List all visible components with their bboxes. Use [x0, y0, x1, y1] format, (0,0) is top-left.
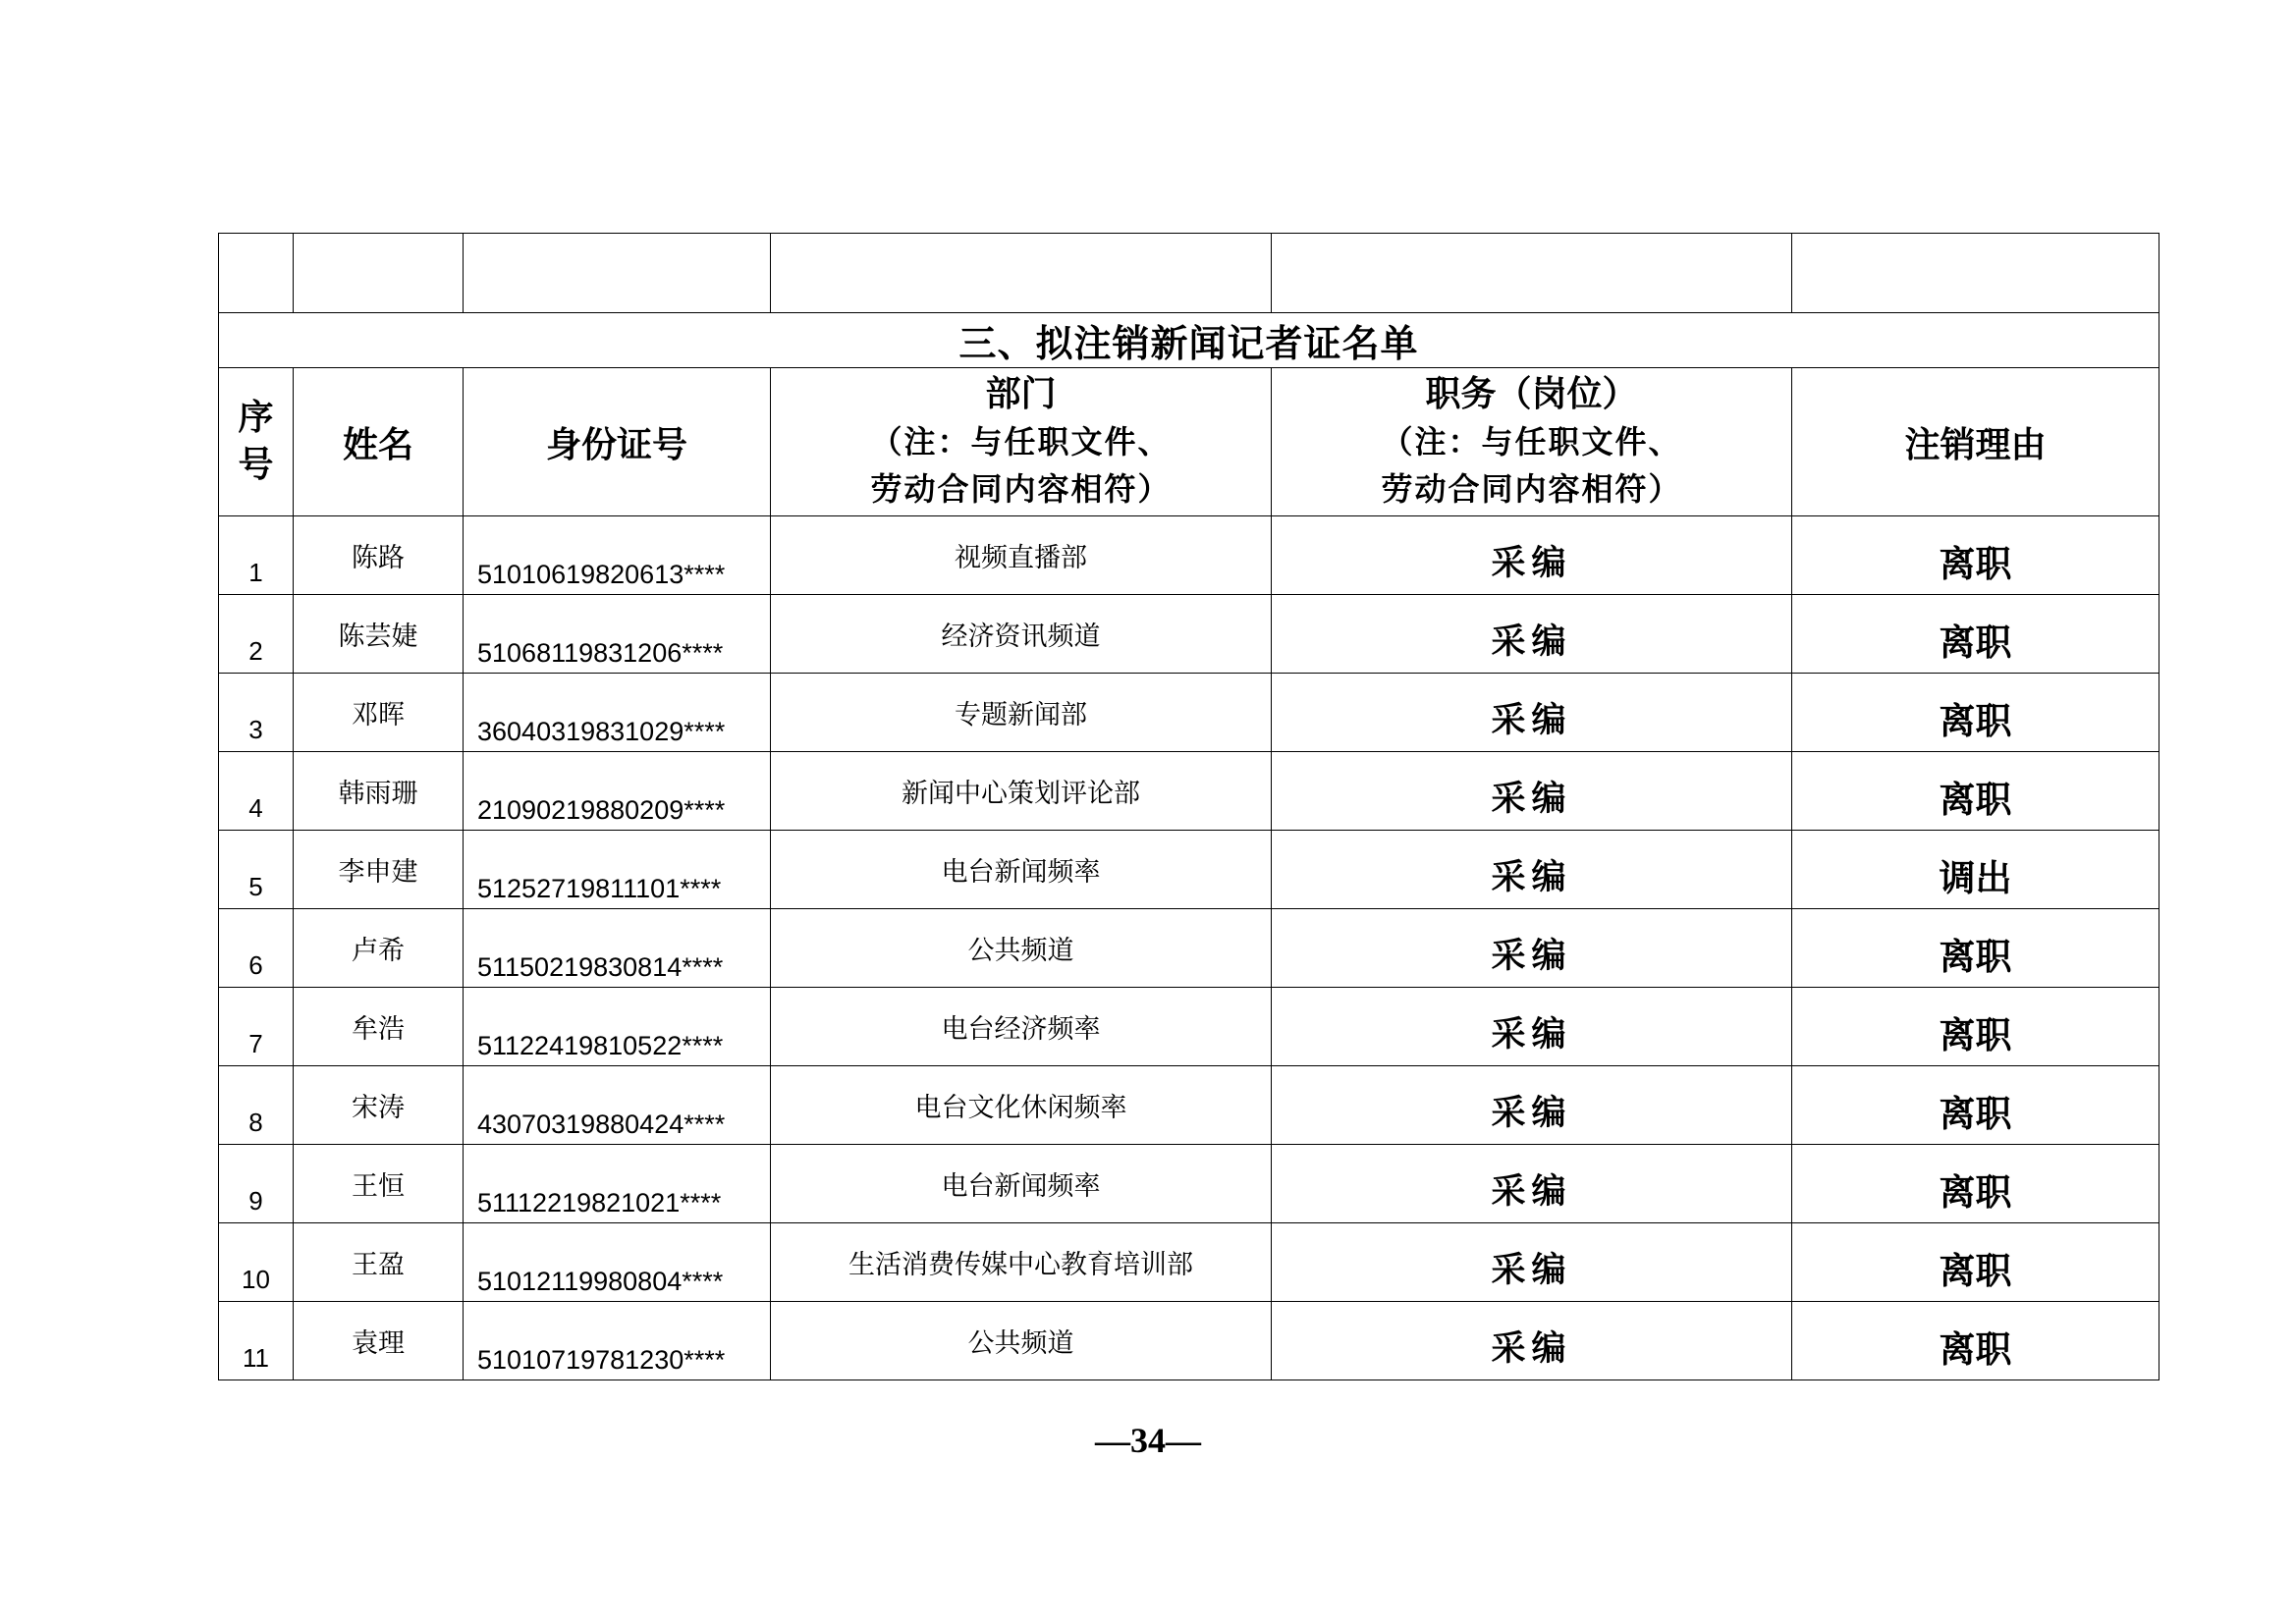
- table-row: [219, 909, 2159, 988]
- table-row: [219, 752, 2159, 831]
- id-number-cell: [464, 516, 771, 595]
- id-number-cell: [464, 595, 771, 674]
- department-cell: [771, 831, 1272, 909]
- id-number-cell: [464, 1066, 771, 1145]
- department: 视频直播部: [955, 543, 1087, 573]
- blank-carryover-row: [219, 234, 2159, 313]
- position-cell: [1272, 516, 1792, 595]
- person-name: 卢希: [352, 936, 405, 966]
- position-cell: [1272, 1223, 1792, 1302]
- id-number: 51012119980804****: [477, 1267, 724, 1296]
- revocation-reason: 离职: [1939, 1250, 2012, 1292]
- person-name-cell: [294, 988, 464, 1066]
- person-name-cell: [294, 1223, 464, 1302]
- department: 公共频道: [967, 936, 1074, 966]
- person-name-cell: [294, 1145, 464, 1223]
- position-cell: [1272, 1145, 1792, 1223]
- row-number-cell: [219, 831, 294, 909]
- department-cell: [771, 988, 1272, 1066]
- revocation-reason: 离职: [1939, 936, 2012, 978]
- header-department-label: 部门: [985, 374, 1057, 414]
- position: 采编: [1491, 700, 1572, 740]
- row-number: 11: [243, 1343, 269, 1373]
- revocation-reason-cell: [1792, 674, 2159, 752]
- row-number: 5: [248, 872, 263, 901]
- row-number: 3: [248, 715, 263, 744]
- revocation-reason-cell: [1792, 1223, 2159, 1302]
- id-number: 51112219821021****: [477, 1188, 722, 1217]
- position-cell: [1272, 1066, 1792, 1145]
- header-department-note-2: 劳动合同内容相符）: [870, 470, 1172, 508]
- table-row: [219, 831, 2159, 909]
- position: 采编: [1491, 936, 1572, 976]
- page-number: —34—: [1095, 1421, 1201, 1460]
- department: 电台新闻频率: [941, 1171, 1101, 1202]
- position-cell: [1272, 909, 1792, 988]
- person-name-cell: [294, 831, 464, 909]
- revocation-reason-cell: [1792, 1066, 2159, 1145]
- row-number: 1: [248, 558, 263, 587]
- person-name: 王恒: [352, 1171, 405, 1202]
- row-number-cell: [219, 674, 294, 752]
- department: 电台新闻频率: [941, 857, 1101, 888]
- person-name: 宋涛: [352, 1093, 405, 1123]
- department: 生活消费传媒中心教育培训部: [848, 1250, 1193, 1280]
- header-position-label: 职务（岗位）: [1425, 374, 1638, 414]
- header-no-label: 序号: [238, 398, 274, 485]
- revocation-reason: 离职: [1939, 1328, 2012, 1371]
- person-name-cell: [294, 909, 464, 988]
- department: 新闻中心策划评论部: [902, 779, 1140, 809]
- person-name: 陈路: [352, 543, 405, 573]
- id-number-cell: [464, 831, 771, 909]
- id-number: 51252719811101****: [477, 874, 722, 903]
- department-cell: [771, 909, 1272, 988]
- person-name: 李申建: [338, 857, 418, 888]
- person-name-cell: [294, 674, 464, 752]
- position: 采编: [1491, 1014, 1572, 1055]
- row-number-cell: [219, 1223, 294, 1302]
- header-department: [771, 368, 1272, 516]
- position: 采编: [1491, 622, 1572, 662]
- id-number: 21090219880209****: [477, 795, 726, 825]
- revocation-table: [218, 233, 2159, 1380]
- department-cell: [771, 1302, 1272, 1380]
- revocation-reason: 离职: [1939, 1171, 2012, 1214]
- header-row: [219, 368, 2159, 516]
- row-number: 2: [248, 636, 263, 666]
- row-number: 4: [248, 793, 263, 823]
- person-name: 陈芸婕: [338, 622, 418, 652]
- person-name: 邓晖: [352, 700, 405, 730]
- department: 电台文化休闲频率: [914, 1093, 1127, 1123]
- id-number: 51150219830814****: [477, 952, 724, 982]
- person-name: 牟浩: [352, 1014, 405, 1045]
- header-name: 姓名: [294, 368, 464, 516]
- id-number: 43070319880424****: [477, 1109, 726, 1139]
- blank-cell: [1792, 234, 2159, 313]
- person-name-cell: [294, 1302, 464, 1380]
- revocation-reason: 调出: [1939, 857, 2012, 899]
- person-name: 韩雨珊: [338, 779, 418, 809]
- table-row: [219, 1223, 2159, 1302]
- revocation-reason-cell: [1792, 752, 2159, 831]
- position: 采编: [1491, 1171, 1572, 1212]
- id-number: 51010719781230****: [477, 1345, 726, 1375]
- department: 经济资讯频道: [941, 622, 1101, 652]
- person-name: 袁理: [352, 1328, 405, 1359]
- department-cell: [771, 1223, 1272, 1302]
- row-number-cell: [219, 516, 294, 595]
- department-cell: [771, 1145, 1272, 1223]
- position: 采编: [1491, 779, 1572, 819]
- header-no: [219, 368, 294, 516]
- section-title-row: [219, 313, 2159, 368]
- position-cell: [1272, 674, 1792, 752]
- person-name-cell: [294, 752, 464, 831]
- department-cell: [771, 516, 1272, 595]
- position: 采编: [1491, 1328, 1572, 1369]
- blank-cell: [219, 234, 294, 313]
- row-number: 8: [248, 1108, 263, 1137]
- blank-cell: [294, 234, 464, 313]
- row-number-cell: [219, 1302, 294, 1380]
- revocation-reason-cell: [1792, 1302, 2159, 1380]
- row-number: 9: [248, 1186, 263, 1216]
- id-number-cell: [464, 752, 771, 831]
- person-name-cell: [294, 516, 464, 595]
- id-number-cell: [464, 674, 771, 752]
- id-number-cell: [464, 1302, 771, 1380]
- department-cell: [771, 595, 1272, 674]
- position-cell: [1272, 831, 1792, 909]
- row-number-cell: [219, 1066, 294, 1145]
- table-row: [219, 1066, 2159, 1145]
- position: 采编: [1491, 1250, 1572, 1290]
- revocation-reason: 离职: [1939, 700, 2012, 742]
- revocation-reason-cell: [1792, 988, 2159, 1066]
- row-number-cell: [219, 595, 294, 674]
- row-number-cell: [219, 752, 294, 831]
- row-number: 7: [248, 1029, 263, 1058]
- position-cell: [1272, 595, 1792, 674]
- header-position: [1272, 368, 1792, 516]
- row-number-cell: [219, 988, 294, 1066]
- table-row: [219, 595, 2159, 674]
- blank-cell: [1272, 234, 1792, 313]
- department-cell: [771, 1066, 1272, 1145]
- department-cell: [771, 674, 1272, 752]
- department-cell: [771, 752, 1272, 831]
- department: 专题新闻部: [955, 700, 1087, 730]
- header-position-note-1: （注：与任职文件、: [1381, 423, 1682, 460]
- blank-cell: [771, 234, 1272, 313]
- revocation-reason-cell: [1792, 516, 2159, 595]
- id-number: 51068119831206****: [477, 638, 724, 668]
- position: 采编: [1491, 543, 1572, 583]
- table-row: [219, 674, 2159, 752]
- row-number: 10: [242, 1265, 270, 1294]
- department: 公共频道: [967, 1328, 1074, 1359]
- row-number-cell: [219, 909, 294, 988]
- section-title: 三、拟注销新闻记者证名单: [219, 313, 2159, 368]
- blank-cell: [464, 234, 771, 313]
- revocation-reason: 离职: [1939, 779, 2012, 821]
- id-number-cell: [464, 1145, 771, 1223]
- id-number-cell: [464, 909, 771, 988]
- header-position-note-2: 劳动合同内容相符）: [1381, 470, 1682, 508]
- person-name-cell: [294, 595, 464, 674]
- id-number: 51010619820613****: [477, 560, 726, 589]
- department: 电台经济频率: [941, 1014, 1101, 1045]
- revocation-reason: 离职: [1939, 543, 2012, 585]
- header-reason: 注销理由: [1792, 368, 2159, 516]
- id-number: 36040319831029****: [477, 717, 726, 746]
- revocation-reason: 离职: [1939, 622, 2012, 664]
- row-number-cell: [219, 1145, 294, 1223]
- id-number: 51122419810522****: [477, 1031, 724, 1060]
- revocation-reason-cell: [1792, 1145, 2159, 1223]
- position-cell: [1272, 1302, 1792, 1380]
- table-row: [219, 1145, 2159, 1223]
- id-number-cell: [464, 988, 771, 1066]
- id-number-cell: [464, 1223, 771, 1302]
- position-cell: [1272, 988, 1792, 1066]
- header-department-note-1: （注：与任职文件、: [870, 423, 1172, 460]
- table-row: [219, 988, 2159, 1066]
- person-name: 王盈: [352, 1250, 405, 1280]
- position: 采编: [1491, 1093, 1572, 1133]
- revocation-reason-cell: [1792, 831, 2159, 909]
- position: 采编: [1491, 857, 1572, 897]
- revocation-reason-cell: [1792, 909, 2159, 988]
- person-name-cell: [294, 1066, 464, 1145]
- header-id: 身份证号: [464, 368, 771, 516]
- row-number: 6: [248, 950, 263, 980]
- table-row: [219, 516, 2159, 595]
- revocation-reason-cell: [1792, 595, 2159, 674]
- position-cell: [1272, 752, 1792, 831]
- table-row: [219, 1302, 2159, 1380]
- revocation-reason: 离职: [1939, 1014, 2012, 1056]
- revocation-reason: 离职: [1939, 1093, 2012, 1135]
